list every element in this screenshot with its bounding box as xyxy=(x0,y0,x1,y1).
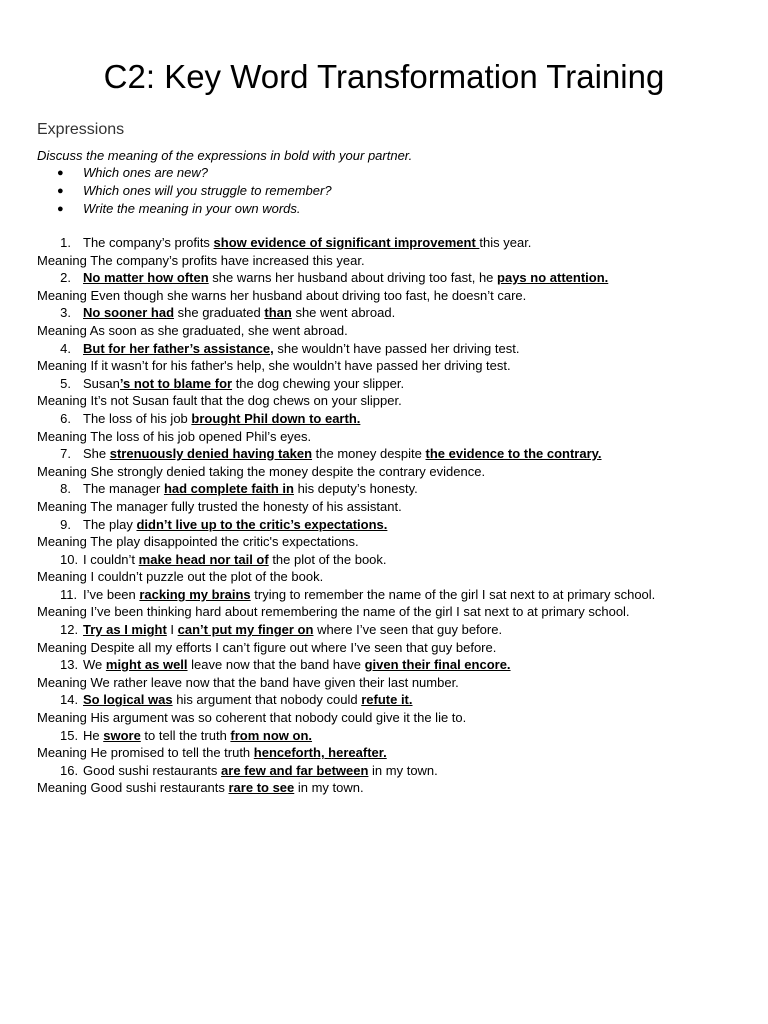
item-sentence xyxy=(83,445,602,463)
key-expression: So logical was xyxy=(83,692,173,708)
sentence-text: Susan xyxy=(83,375,120,391)
sentence-text: The company’s profits xyxy=(83,235,214,250)
sentence-text: I xyxy=(166,622,178,638)
meaning-segment: Meaning Despite all my efforts I can’t figure out where I’ve seen that guy before. xyxy=(37,639,497,655)
meaning-line xyxy=(0,252,768,270)
key-expression: can’t put my finger on xyxy=(177,622,314,638)
key-expression: are few and far between xyxy=(221,762,369,778)
key-expression: didn’t live up to the critic’s expectations. xyxy=(136,516,388,532)
item-number: 16. xyxy=(60,762,79,778)
meaning-segment: Meaning His argument was so coherent that nobody could give it the lie to. xyxy=(37,710,467,726)
key-expression: swore xyxy=(103,727,141,743)
key-expression: No matter how often xyxy=(83,270,209,286)
meaning-text xyxy=(37,744,387,762)
meaning-line xyxy=(0,428,768,446)
meaning-segment: Meaning As soon as she graduated, she went abroad. xyxy=(37,322,348,338)
bullet-dot-icon: ● xyxy=(57,203,64,215)
exercise-item xyxy=(0,234,768,252)
meaning-line xyxy=(0,674,768,692)
item-number: 1. xyxy=(60,235,71,250)
exercise-item xyxy=(0,410,768,428)
sentence-text: The loss of his job xyxy=(83,410,192,426)
sentence-text: She xyxy=(83,446,110,462)
meaning-segment: Meaning We rather leave now that the band have given their last number. xyxy=(37,674,459,690)
item-sentence xyxy=(83,516,387,534)
exercise-item xyxy=(0,375,768,393)
item-sentence xyxy=(83,621,502,639)
bullet-text: Which ones are new? xyxy=(83,165,209,180)
key-expression: brought Phil down to earth. xyxy=(191,410,361,426)
meaning-line xyxy=(0,498,768,516)
meaning-line xyxy=(0,287,768,305)
key-expression: given their final encore. xyxy=(364,657,511,673)
item-sentence xyxy=(83,656,511,674)
item-number: 15. xyxy=(60,727,79,743)
meaning-text xyxy=(37,674,459,692)
key-expression: refute it. xyxy=(361,692,413,708)
meaning-line xyxy=(0,603,768,621)
instruction-text: Discuss the meaning of the expressions in bold with your partner. xyxy=(37,148,413,163)
sentence-text: the dog chewing your slipper. xyxy=(232,375,405,391)
sentence-text: she graduated xyxy=(174,305,265,321)
meaning-text xyxy=(37,357,511,375)
sentence-text: the plot of the book. xyxy=(268,551,387,567)
item-sentence xyxy=(83,727,312,745)
exercise-item xyxy=(0,621,768,639)
item-number: 8. xyxy=(60,481,71,497)
meaning-line xyxy=(0,463,768,481)
exercise-item xyxy=(0,340,768,358)
exercise-item xyxy=(0,656,768,674)
key-expression: rare to see xyxy=(228,780,295,796)
sentence-text: this year. xyxy=(479,235,532,250)
item-sentence xyxy=(83,762,438,780)
meaning-text xyxy=(37,428,311,446)
bullet-dot-icon: ● xyxy=(57,185,64,197)
bullet-item xyxy=(37,164,332,182)
meaning-segment: Meaning If it wasn’t for his father's help, she wouldn’t have passed her driving test. xyxy=(37,358,511,374)
key-expression: from now on. xyxy=(230,727,313,743)
bullet-text: Write the meaning in your own words. xyxy=(83,201,301,216)
exercise-item xyxy=(0,691,768,709)
item-number: 5. xyxy=(60,375,71,391)
meaning-segment: Meaning I’ve been thinking hard about remembering the name of the girl I sat next to at primary school. xyxy=(37,604,630,620)
sentence-text: where I’ve seen that guy before. xyxy=(313,622,503,638)
meaning-segment: Meaning She strongly denied taking the money despite the contrary evidence. xyxy=(37,463,486,479)
meaning-text xyxy=(37,322,348,340)
item-number: 14. xyxy=(60,692,79,708)
item-sentence xyxy=(83,410,360,428)
key-expression: show evidence of significant improvement xyxy=(213,235,480,250)
exercise-item xyxy=(0,269,768,287)
item-number: 6. xyxy=(60,410,71,426)
meaning-text xyxy=(37,533,359,551)
instruction-bullets xyxy=(37,164,332,218)
meaning-line xyxy=(0,357,768,375)
exercise-item xyxy=(0,480,768,498)
exercise-item xyxy=(0,727,768,745)
item-sentence xyxy=(83,340,519,358)
meaning-segment: Meaning The manager fully trusted the honesty of his assistant. xyxy=(37,498,402,514)
item-sentence xyxy=(83,304,395,322)
meaning-line xyxy=(0,392,768,410)
meaning-text xyxy=(37,639,496,657)
meaning-segment: Meaning The play disappointed the critic's expectations. xyxy=(37,534,359,550)
meaning-segment: Meaning The company’s profits have increased this year. xyxy=(37,252,365,268)
meaning-text xyxy=(37,568,323,586)
meaning-text xyxy=(37,779,364,797)
sentence-text: Good sushi restaurants xyxy=(83,762,222,778)
sentence-text: trying to remember the name of the girl I sat next to at primary school. xyxy=(250,586,656,602)
meaning-line xyxy=(0,533,768,551)
meaning-segment: Meaning The loss of his job opened Phil’s eyes. xyxy=(37,428,312,444)
exercise-item xyxy=(0,445,768,463)
key-expression: henceforth, hereafter. xyxy=(253,745,387,761)
key-expression: ’s not to blame for xyxy=(119,375,233,391)
item-sentence xyxy=(83,269,608,287)
item-sentence xyxy=(83,551,387,569)
sentence-text: to tell the truth xyxy=(140,727,231,743)
meaning-text xyxy=(37,252,365,270)
item-number: 4. xyxy=(60,340,71,356)
item-number: 12. xyxy=(60,622,79,638)
meaning-segment: Meaning It’s not Susan fault that the dog chews on your slipper. xyxy=(37,393,402,409)
key-expression: racking my brains xyxy=(139,586,251,602)
item-sentence xyxy=(83,691,413,709)
meaning-segment: Meaning He promised to tell the truth xyxy=(37,745,254,761)
meaning-line xyxy=(0,709,768,727)
meaning-line xyxy=(0,779,768,797)
meaning-segment: in my town. xyxy=(294,780,364,796)
sentence-text: in my town. xyxy=(368,762,438,778)
key-expression: strenuously denied having taken xyxy=(109,446,313,462)
item-sentence xyxy=(83,234,531,252)
key-expression: had complete faith in xyxy=(163,481,294,497)
item-number: 7. xyxy=(60,446,71,462)
exercise-item xyxy=(0,516,768,534)
meaning-text xyxy=(37,498,402,516)
item-sentence xyxy=(83,375,404,393)
key-expression: Try as I might xyxy=(83,622,167,638)
key-expression: But for her father’s assistance, xyxy=(83,340,274,356)
meaning-segment: Meaning Good sushi restaurants xyxy=(37,780,229,796)
sentence-text: the money despite xyxy=(312,446,426,462)
bullet-item xyxy=(37,182,332,200)
sentence-text: she went abroad. xyxy=(291,305,396,321)
key-expression: than xyxy=(264,305,292,321)
sentence-text: I couldn’t xyxy=(83,551,139,567)
item-number: 3. xyxy=(60,305,71,321)
sentence-text: I’ve been xyxy=(83,586,140,602)
meaning-line xyxy=(0,568,768,586)
meaning-line xyxy=(0,322,768,340)
item-number: 2. xyxy=(60,270,71,286)
key-expression: might as well xyxy=(105,657,188,673)
sentence-text: We xyxy=(83,657,106,673)
page-title: C2: Key Word Transformation Training xyxy=(103,58,665,95)
sentence-text: his deputy’s honesty. xyxy=(293,481,418,497)
key-expression: pays no attention. xyxy=(497,270,609,286)
key-expression: the evidence to the contrary. xyxy=(425,446,602,462)
sentence-text: she wouldn’t have passed her driving test. xyxy=(273,340,520,356)
key-expression: No sooner had xyxy=(83,305,175,321)
sentence-text: she warns her husband about driving too fast, he xyxy=(208,270,498,286)
meaning-text xyxy=(37,603,630,621)
meaning-text xyxy=(37,392,402,410)
sentence-text: The play xyxy=(83,516,137,532)
item-number: 11. xyxy=(60,586,78,602)
meaning-segment: Meaning I couldn’t puzzle out the plot of the book. xyxy=(37,569,324,585)
exercise-item xyxy=(0,551,768,569)
sentence-text: The manager xyxy=(83,481,164,497)
meaning-line xyxy=(0,639,768,657)
meaning-text xyxy=(37,287,526,305)
item-number: 9. xyxy=(60,516,71,532)
item-number: 10. xyxy=(60,551,79,567)
bullet-text: Which ones will you struggle to remember? xyxy=(83,183,332,198)
item-number: 13. xyxy=(60,657,79,673)
item-sentence xyxy=(83,480,418,498)
item-sentence xyxy=(83,586,655,604)
meaning-text xyxy=(37,463,485,481)
exercise-item xyxy=(0,762,768,780)
exercise-list xyxy=(0,234,768,797)
exercise-item xyxy=(0,586,768,604)
meaning-segment: Meaning Even though she warns her husband about driving too fast, he doesn’t care. xyxy=(37,287,527,303)
section-heading: Expressions xyxy=(37,121,125,138)
bullet-dot-icon: ● xyxy=(57,167,64,179)
exercise-item xyxy=(0,304,768,322)
bullet-item xyxy=(37,200,332,218)
sentence-text: He xyxy=(83,727,104,743)
sentence-text: his argument that nobody could xyxy=(172,692,362,708)
key-expression: make head nor tail of xyxy=(138,551,269,567)
sentence-text: leave now that the band have xyxy=(187,657,365,673)
meaning-line xyxy=(0,744,768,762)
meaning-text xyxy=(37,709,466,727)
